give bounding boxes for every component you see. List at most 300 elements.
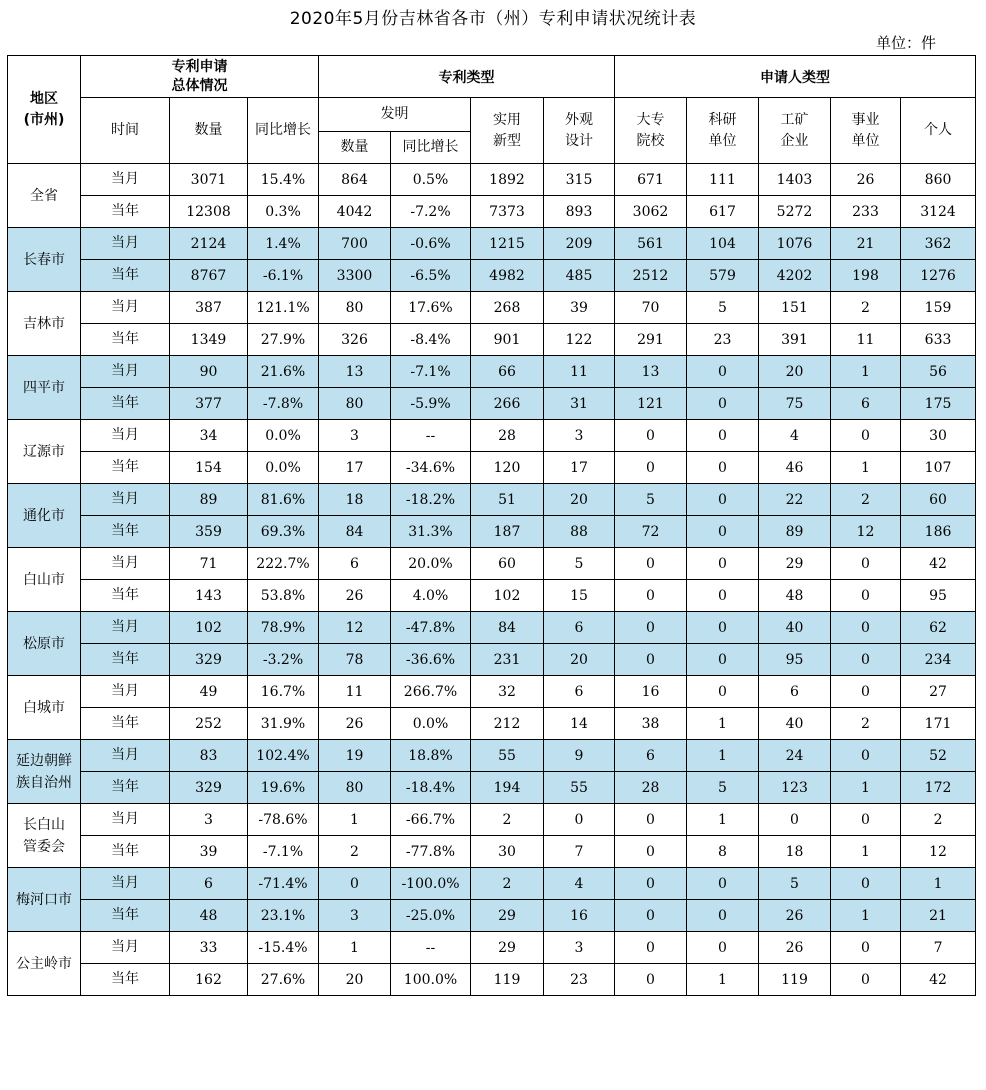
inv-qty-cell: 13 [319, 356, 391, 388]
institution-cell: 2 [831, 292, 901, 324]
inv-yoy-cell: -7.2% [391, 196, 471, 228]
utility-cell: 7373 [471, 196, 544, 228]
individual-cell: 52 [901, 740, 976, 772]
institution-cell: 1 [831, 452, 901, 484]
enterprise-cell: 0 [759, 804, 831, 836]
university-cell: 0 [615, 932, 687, 964]
period-cell: 当月 [81, 356, 170, 388]
design-cell: 31 [544, 388, 615, 420]
header-research [687, 98, 759, 164]
inv-qty-cell: 78 [319, 644, 391, 676]
period-cell: 当年 [81, 836, 170, 868]
inv-qty-cell: 6 [319, 548, 391, 580]
qty-cell: 329 [170, 644, 248, 676]
university-cell: 70 [615, 292, 687, 324]
inv-qty-cell: 3 [319, 420, 391, 452]
qty-cell: 387 [170, 292, 248, 324]
institution-cell: 2 [831, 708, 901, 740]
inv-qty-cell: 80 [319, 772, 391, 804]
individual-cell: 3124 [901, 196, 976, 228]
region-name: 长春市 [23, 251, 65, 268]
university-cell: 13 [615, 356, 687, 388]
university-cell: 6 [615, 740, 687, 772]
qty-cell: 90 [170, 356, 248, 388]
utility-cell: 901 [471, 324, 544, 356]
individual-cell: 186 [901, 516, 976, 548]
research-cell: 0 [687, 580, 759, 612]
qty-cell: 377 [170, 388, 248, 420]
header-time [81, 98, 170, 164]
institution-cell: 0 [831, 964, 901, 996]
institution-cell: 0 [831, 644, 901, 676]
university-cell: 72 [615, 516, 687, 548]
institution-cell: 0 [831, 580, 901, 612]
individual-cell: 56 [901, 356, 976, 388]
research-cell: 0 [687, 452, 759, 484]
header-design [544, 98, 615, 164]
individual-cell: 42 [901, 548, 976, 580]
yoy-cell: 19.6% [248, 772, 319, 804]
inv-yoy-cell: -18.4% [391, 772, 471, 804]
design-cell: 20 [544, 484, 615, 516]
enterprise-cell: 4 [759, 420, 831, 452]
university-cell: 0 [615, 836, 687, 868]
university-cell: 0 [615, 548, 687, 580]
yoy-cell: 31.9% [248, 708, 319, 740]
individual-cell: 234 [901, 644, 976, 676]
yoy-cell: -6.1% [248, 260, 319, 292]
period-cell: 当月 [81, 740, 170, 772]
research-cell: 0 [687, 420, 759, 452]
utility-cell: 32 [471, 676, 544, 708]
utility-cell: 120 [471, 452, 544, 484]
inv-qty-cell: 1 [319, 804, 391, 836]
table-row [8, 900, 976, 932]
research-cell: 579 [687, 260, 759, 292]
inv-qty-cell: 26 [319, 580, 391, 612]
header-enterprise [759, 98, 831, 164]
institution-cell: 1 [831, 356, 901, 388]
individual-cell: 172 [901, 772, 976, 804]
qty-cell: 252 [170, 708, 248, 740]
research-cell: 0 [687, 548, 759, 580]
period-cell: 当月 [81, 292, 170, 324]
yoy-cell: 102.4% [248, 740, 319, 772]
university-cell: 3062 [615, 196, 687, 228]
design-cell: 5 [544, 548, 615, 580]
period-cell: 当年 [81, 708, 170, 740]
table-row [8, 868, 976, 900]
enterprise-cell: 391 [759, 324, 831, 356]
utility-cell: 268 [471, 292, 544, 324]
period-cell: 当月 [81, 228, 170, 260]
header-yoy [248, 98, 319, 164]
period-cell: 当年 [81, 260, 170, 292]
region-name: 松原市 [23, 635, 65, 652]
period-cell: 当年 [81, 580, 170, 612]
design-cell: 893 [544, 196, 615, 228]
table-row [8, 420, 976, 452]
qty-cell: 162 [170, 964, 248, 996]
individual-cell: 21 [901, 900, 976, 932]
university-cell: 0 [615, 452, 687, 484]
region-name-cell [8, 868, 81, 932]
design-cell: 55 [544, 772, 615, 804]
institution-cell: 0 [831, 868, 901, 900]
research-cell: 23 [687, 324, 759, 356]
qty-cell: 48 [170, 900, 248, 932]
header-region-label: 地区 (市州) [23, 90, 65, 128]
inv-yoy-cell: 18.8% [391, 740, 471, 772]
inv-qty-cell: 864 [319, 164, 391, 196]
enterprise-cell: 6 [759, 676, 831, 708]
region-name: 通化市 [23, 507, 65, 524]
utility-cell: 30 [471, 836, 544, 868]
patent-statistics-table [7, 55, 976, 996]
enterprise-cell: 5 [759, 868, 831, 900]
utility-cell: 102 [471, 580, 544, 612]
university-cell: 0 [615, 580, 687, 612]
qty-cell: 1349 [170, 324, 248, 356]
design-cell: 23 [544, 964, 615, 996]
inv-yoy-cell: 266.7% [391, 676, 471, 708]
header-applicant-type [615, 56, 976, 98]
period-cell: 当月 [81, 164, 170, 196]
university-cell: 0 [615, 868, 687, 900]
individual-cell: 95 [901, 580, 976, 612]
period-cell: 当月 [81, 484, 170, 516]
inv-qty-cell: 19 [319, 740, 391, 772]
page-title: 2020年5月份吉林省各市（州）专利申请状况统计表 [289, 9, 697, 29]
individual-cell: 12 [901, 836, 976, 868]
institution-cell: 0 [831, 932, 901, 964]
institution-cell: 233 [831, 196, 901, 228]
period-cell: 当月 [81, 548, 170, 580]
inv-yoy-cell: 0.5% [391, 164, 471, 196]
research-cell: 5 [687, 292, 759, 324]
table-row [8, 356, 976, 388]
inv-yoy-cell: -5.9% [391, 388, 471, 420]
inv-yoy-cell: 20.0% [391, 548, 471, 580]
header-individual-label: 个人 [924, 122, 953, 138]
design-cell: 88 [544, 516, 615, 548]
header-university [615, 98, 687, 164]
enterprise-cell: 89 [759, 516, 831, 548]
header-time-label: 时间 [111, 122, 139, 138]
institution-cell: 0 [831, 420, 901, 452]
yoy-cell: 27.9% [248, 324, 319, 356]
region-name: 长白山 管委会 [23, 816, 65, 855]
utility-cell: 212 [471, 708, 544, 740]
university-cell: 0 [615, 420, 687, 452]
utility-cell: 266 [471, 388, 544, 420]
inv-qty-cell: 2 [319, 836, 391, 868]
region-name-cell [8, 676, 81, 740]
region-name-cell [8, 932, 81, 996]
region-name: 梅河口市 [16, 891, 72, 908]
utility-cell: 231 [471, 644, 544, 676]
individual-cell: 633 [901, 324, 976, 356]
inv-qty-cell: 20 [319, 964, 391, 996]
header-university-label: 大专 院校 [636, 111, 665, 149]
yoy-cell: 0.3% [248, 196, 319, 228]
institution-cell: 26 [831, 164, 901, 196]
inv-qty-cell: 700 [319, 228, 391, 260]
qty-cell: 12308 [170, 196, 248, 228]
university-cell: 16 [615, 676, 687, 708]
research-cell: 1 [687, 740, 759, 772]
region-name: 四平市 [23, 379, 65, 396]
enterprise-cell: 1076 [759, 228, 831, 260]
utility-cell: 51 [471, 484, 544, 516]
individual-cell: 159 [901, 292, 976, 324]
utility-cell: 29 [471, 900, 544, 932]
inv-yoy-cell: -8.4% [391, 324, 471, 356]
period-cell: 当年 [81, 452, 170, 484]
university-cell: 38 [615, 708, 687, 740]
inv-yoy-cell: -7.1% [391, 356, 471, 388]
region-name-cell [8, 228, 81, 292]
individual-cell: 42 [901, 964, 976, 996]
period-cell: 当年 [81, 900, 170, 932]
header-inv-quantity [319, 132, 391, 164]
table-row [8, 260, 976, 292]
table-row [8, 932, 976, 964]
header-institution-label: 事业 单位 [851, 111, 880, 149]
period-cell: 当月 [81, 612, 170, 644]
individual-cell: 107 [901, 452, 976, 484]
qty-cell: 102 [170, 612, 248, 644]
enterprise-cell: 1403 [759, 164, 831, 196]
research-cell: 0 [687, 388, 759, 420]
university-cell: 2512 [615, 260, 687, 292]
qty-cell: 143 [170, 580, 248, 612]
inv-qty-cell: 3 [319, 900, 391, 932]
region-name-cell [8, 548, 81, 612]
institution-cell: 2 [831, 484, 901, 516]
institution-cell: 1 [831, 772, 901, 804]
utility-cell: 4982 [471, 260, 544, 292]
enterprise-cell: 151 [759, 292, 831, 324]
table-row [8, 612, 976, 644]
table-row [8, 964, 976, 996]
research-cell: 0 [687, 868, 759, 900]
qty-cell: 3071 [170, 164, 248, 196]
yoy-cell: 0.0% [248, 420, 319, 452]
qty-cell: 34 [170, 420, 248, 452]
enterprise-cell: 26 [759, 900, 831, 932]
institution-cell: 1 [831, 836, 901, 868]
table-row [8, 452, 976, 484]
table-row [8, 324, 976, 356]
header-patent-type [319, 56, 615, 98]
utility-cell: 2 [471, 868, 544, 900]
yoy-cell: 15.4% [248, 164, 319, 196]
yoy-cell: 222.7% [248, 548, 319, 580]
table-row [8, 516, 976, 548]
header-quantity-label: 数量 [194, 122, 223, 138]
inv-yoy-cell: -- [391, 932, 471, 964]
inv-yoy-cell: -36.6% [391, 644, 471, 676]
header-inv-yoy [391, 132, 471, 164]
yoy-cell: 69.3% [248, 516, 319, 548]
header-invention [319, 98, 471, 132]
research-cell: 0 [687, 612, 759, 644]
enterprise-cell: 95 [759, 644, 831, 676]
inv-qty-cell: 0 [319, 868, 391, 900]
qty-cell: 89 [170, 484, 248, 516]
qty-cell: 154 [170, 452, 248, 484]
institution-cell: 0 [831, 548, 901, 580]
yoy-cell: -78.6% [248, 804, 319, 836]
table-row [8, 196, 976, 228]
design-cell: 16 [544, 900, 615, 932]
period-cell: 当年 [81, 324, 170, 356]
utility-cell: 2 [471, 804, 544, 836]
individual-cell: 1 [901, 868, 976, 900]
university-cell: 671 [615, 164, 687, 196]
utility-cell: 1892 [471, 164, 544, 196]
table-row [8, 164, 976, 196]
research-cell: 1 [687, 804, 759, 836]
region-name-cell [8, 164, 81, 228]
research-cell: 1 [687, 708, 759, 740]
institution-cell: 11 [831, 324, 901, 356]
region-name-cell [8, 612, 81, 676]
table-row [8, 836, 976, 868]
region-name-cell [8, 484, 81, 548]
table-row [8, 548, 976, 580]
period-cell: 当年 [81, 964, 170, 996]
utility-cell: 29 [471, 932, 544, 964]
qty-cell: 8767 [170, 260, 248, 292]
period-cell: 当月 [81, 868, 170, 900]
table-row [8, 676, 976, 708]
individual-cell: 171 [901, 708, 976, 740]
header-region [8, 56, 81, 164]
design-cell: 15 [544, 580, 615, 612]
utility-cell: 66 [471, 356, 544, 388]
inv-yoy-cell: -0.6% [391, 228, 471, 260]
design-cell: 0 [544, 804, 615, 836]
period-cell: 当年 [81, 388, 170, 420]
table-row [8, 772, 976, 804]
design-cell: 315 [544, 164, 615, 196]
utility-cell: 1215 [471, 228, 544, 260]
individual-cell: 362 [901, 228, 976, 260]
enterprise-cell: 26 [759, 932, 831, 964]
university-cell: 0 [615, 644, 687, 676]
yoy-cell: -3.2% [248, 644, 319, 676]
inv-yoy-cell: 31.3% [391, 516, 471, 548]
region-name: 延边朝鲜 族自治州 [16, 752, 72, 791]
yoy-cell: 1.4% [248, 228, 319, 260]
period-cell: 当月 [81, 804, 170, 836]
header-institution [831, 98, 901, 164]
individual-cell: 1276 [901, 260, 976, 292]
region-name-cell [8, 740, 81, 804]
design-cell: 485 [544, 260, 615, 292]
individual-cell: 175 [901, 388, 976, 420]
inv-qty-cell: 1 [319, 932, 391, 964]
utility-cell: 84 [471, 612, 544, 644]
qty-cell: 71 [170, 548, 248, 580]
qty-cell: 83 [170, 740, 248, 772]
table-row [8, 484, 976, 516]
header-inv-quantity-label: 数量 [340, 139, 369, 155]
header-utility-label: 实用 新型 [493, 111, 521, 149]
yoy-cell: -15.4% [248, 932, 319, 964]
header-inv-yoy-label: 同比增长 [402, 139, 459, 155]
individual-cell: 62 [901, 612, 976, 644]
institution-cell: 0 [831, 676, 901, 708]
qty-cell: 6 [170, 868, 248, 900]
institution-cell: 21 [831, 228, 901, 260]
inv-yoy-cell: -100.0% [391, 868, 471, 900]
table-body [8, 164, 976, 996]
yoy-cell: 78.9% [248, 612, 319, 644]
design-cell: 209 [544, 228, 615, 260]
region-name-cell [8, 292, 81, 356]
qty-cell: 39 [170, 836, 248, 868]
design-cell: 11 [544, 356, 615, 388]
inv-qty-cell: 3300 [319, 260, 391, 292]
design-cell: 3 [544, 932, 615, 964]
inv-yoy-cell: -77.8% [391, 836, 471, 868]
university-cell: 0 [615, 900, 687, 932]
inv-qty-cell: 80 [319, 388, 391, 420]
table-row [8, 804, 976, 836]
inv-yoy-cell: -18.2% [391, 484, 471, 516]
institution-cell: 198 [831, 260, 901, 292]
research-cell: 0 [687, 644, 759, 676]
inv-qty-cell: 17 [319, 452, 391, 484]
institution-cell: 0 [831, 612, 901, 644]
inv-yoy-cell: -- [391, 420, 471, 452]
utility-cell: 187 [471, 516, 544, 548]
utility-cell: 28 [471, 420, 544, 452]
institution-cell: 6 [831, 388, 901, 420]
region-name: 全省 [30, 187, 58, 204]
institution-cell: 1 [831, 900, 901, 932]
period-cell: 当月 [81, 420, 170, 452]
header-research-label: 科研 单位 [708, 111, 737, 149]
period-cell: 当年 [81, 644, 170, 676]
region-name-cell [8, 804, 81, 868]
institution-cell: 0 [831, 740, 901, 772]
qty-cell: 2124 [170, 228, 248, 260]
design-cell: 7 [544, 836, 615, 868]
header-individual [901, 98, 976, 164]
research-cell: 0 [687, 516, 759, 548]
design-cell: 4 [544, 868, 615, 900]
research-cell: 5 [687, 772, 759, 804]
enterprise-cell: 18 [759, 836, 831, 868]
research-cell: 0 [687, 900, 759, 932]
qty-cell: 329 [170, 772, 248, 804]
period-cell: 当年 [81, 516, 170, 548]
region-name-cell [8, 420, 81, 484]
individual-cell: 2 [901, 804, 976, 836]
table-row [8, 708, 976, 740]
header-yoy-label: 同比增长 [255, 122, 311, 138]
research-cell: 0 [687, 356, 759, 388]
enterprise-cell: 22 [759, 484, 831, 516]
unit-label: 单位：件 [875, 34, 936, 52]
qty-cell: 3 [170, 804, 248, 836]
yoy-cell: 21.6% [248, 356, 319, 388]
enterprise-cell: 24 [759, 740, 831, 772]
